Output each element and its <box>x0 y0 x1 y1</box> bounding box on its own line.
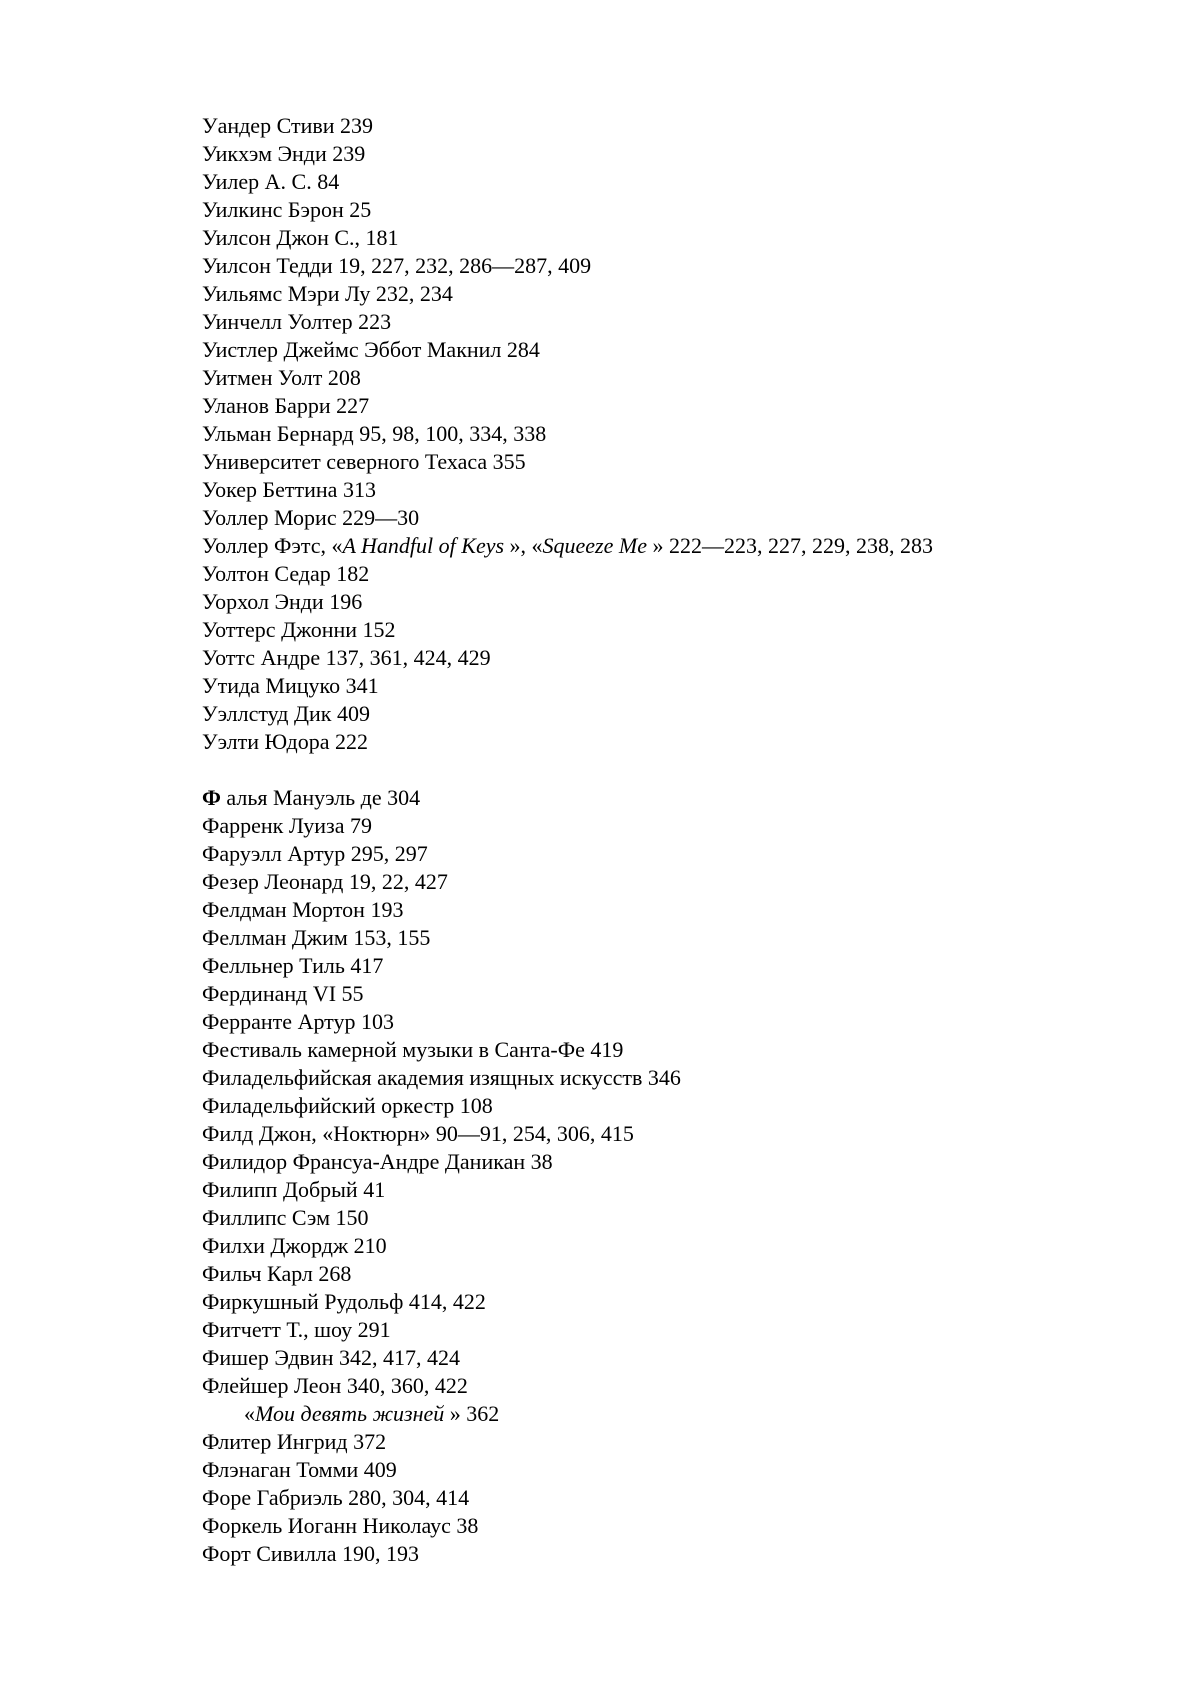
index-entry: Уоттс Андре 137, 361, 424, 429 <box>202 645 491 670</box>
entry-text: « <box>244 1401 255 1426</box>
index-entry: Уоттерс Джонни 152 <box>202 617 396 642</box>
index-entry: Уолтон Седар 182 <box>202 561 370 586</box>
index-entry: Филадельфийский оркестр 108 <box>202 1093 493 1118</box>
index-entry: Фелльнер Тиль 417 <box>202 953 384 978</box>
index-entry: Фердинанд VI 55 <box>202 981 364 1006</box>
work-title: A Handful of Keys <box>342 533 505 558</box>
index-entry: Уилсон Джон С., 181 <box>202 225 399 250</box>
entry-text: Уоллер Фэтс, « <box>202 533 343 558</box>
index-entry: Флейшер Леон 340, 360, 422 <box>202 1373 468 1398</box>
index-entry: Фарренк Луиза 79 <box>202 813 372 838</box>
index-entry: Уинчелл Уолтер 223 <box>202 309 392 334</box>
index-entry: Фезер Леонард 19, 22, 427 <box>202 869 448 894</box>
section-letter: Ф <box>202 785 221 810</box>
index-entry: Уилсон Тедди 19, 227, 232, 286—287, 409 <box>202 253 592 278</box>
index-entry: Уитмен Уолт 208 <box>202 365 361 390</box>
work-title: Squeeze Me <box>542 533 647 558</box>
index-entry: Фишер Эдвин 342, 417, 424 <box>202 1345 460 1370</box>
index-entry: Фильч Карл 268 <box>202 1261 352 1286</box>
index-entry: Филд Джон, «Ноктюрн» 90—91, 254, 306, 415 <box>202 1121 634 1146</box>
index-entry: Ферранте Артур 103 <box>202 1009 394 1034</box>
index-entry: Уилер А. С. 84 <box>202 169 340 194</box>
index-entry: Уланов Барри 227 <box>202 393 370 418</box>
index-entry: Фиркушный Рудольф 414, 422 <box>202 1289 486 1314</box>
index-entry: Форе Габриэль 280, 304, 414 <box>202 1485 470 1510</box>
index-entry: Ульман Бернард 95, 98, 100, 334, 338 <box>202 421 547 446</box>
index-entry: Уистлер Джеймс Эббот Макнил 284 <box>202 337 540 362</box>
index-entry: Филидор Франсуа-Андре Даникан 38 <box>202 1149 553 1174</box>
section-gap <box>202 756 1162 784</box>
index-entry: Фелдман Мортон 193 <box>202 897 404 922</box>
index-entry: Уэллстуд Дик 409 <box>202 701 370 726</box>
index-entry: Уоллер Морис 229—30 <box>202 505 420 530</box>
entry-text: », « <box>504 533 543 558</box>
index-entry: Флитер Ингрид 372 <box>202 1429 387 1454</box>
index-entry: Уандер Стиви 239 <box>202 113 374 138</box>
index-entry: Утида Мицуко 341 <box>202 673 379 698</box>
index-entry: Уокер Беттина 313 <box>202 477 376 502</box>
index-entry: Уильямс Мэри Лу 232, 234 <box>202 281 453 306</box>
index-entry-waller-fats <box>202 532 1162 560</box>
index-entry: Феллман Джим 153, 155 <box>202 925 431 950</box>
index-entries <box>202 112 1162 1568</box>
index-entry: Уэлти Юдора 222 <box>202 729 369 754</box>
index-entry: Филхи Джордж 210 <box>202 1233 387 1258</box>
index-entry: Фитчетт Т., шоу 291 <box>202 1317 391 1342</box>
index-entry: Форкель Иоганн Николаус 38 <box>202 1513 479 1538</box>
entry-pages: » 362 <box>444 1401 500 1426</box>
index-entry: Филадельфийская академия изящных искусств 346 <box>202 1065 681 1090</box>
index-entry: Фаруэлл Артур 295, 297 <box>202 841 428 866</box>
entry-text: алья Мануэль де 304 <box>220 785 421 810</box>
index-entry-section-start <box>202 784 1162 812</box>
index-entry: Форт Сивилла 190, 193 <box>202 1541 420 1566</box>
index-entry: Фестиваль камерной музыки в Санта-Фе 419 <box>202 1037 624 1062</box>
index-entry: Университет северного Техаса 355 <box>202 449 526 474</box>
index-subentry-fleisher <box>202 1400 1162 1428</box>
index-entry: Уорхол Энди 196 <box>202 589 363 614</box>
index-entry: Уилкинс Бэрон 25 <box>202 197 372 222</box>
entry-pages: » 222—223, 227, 229, 238, 283 <box>646 533 933 558</box>
index-entry: Филипп Добрый 41 <box>202 1177 386 1202</box>
index-entry: Уикхэм Энди 239 <box>202 141 366 166</box>
index-entry: Флэнаган Томми 409 <box>202 1457 397 1482</box>
work-title: Мои девять жизней <box>255 1401 445 1426</box>
index-entry: Филлипс Сэм 150 <box>202 1205 369 1230</box>
